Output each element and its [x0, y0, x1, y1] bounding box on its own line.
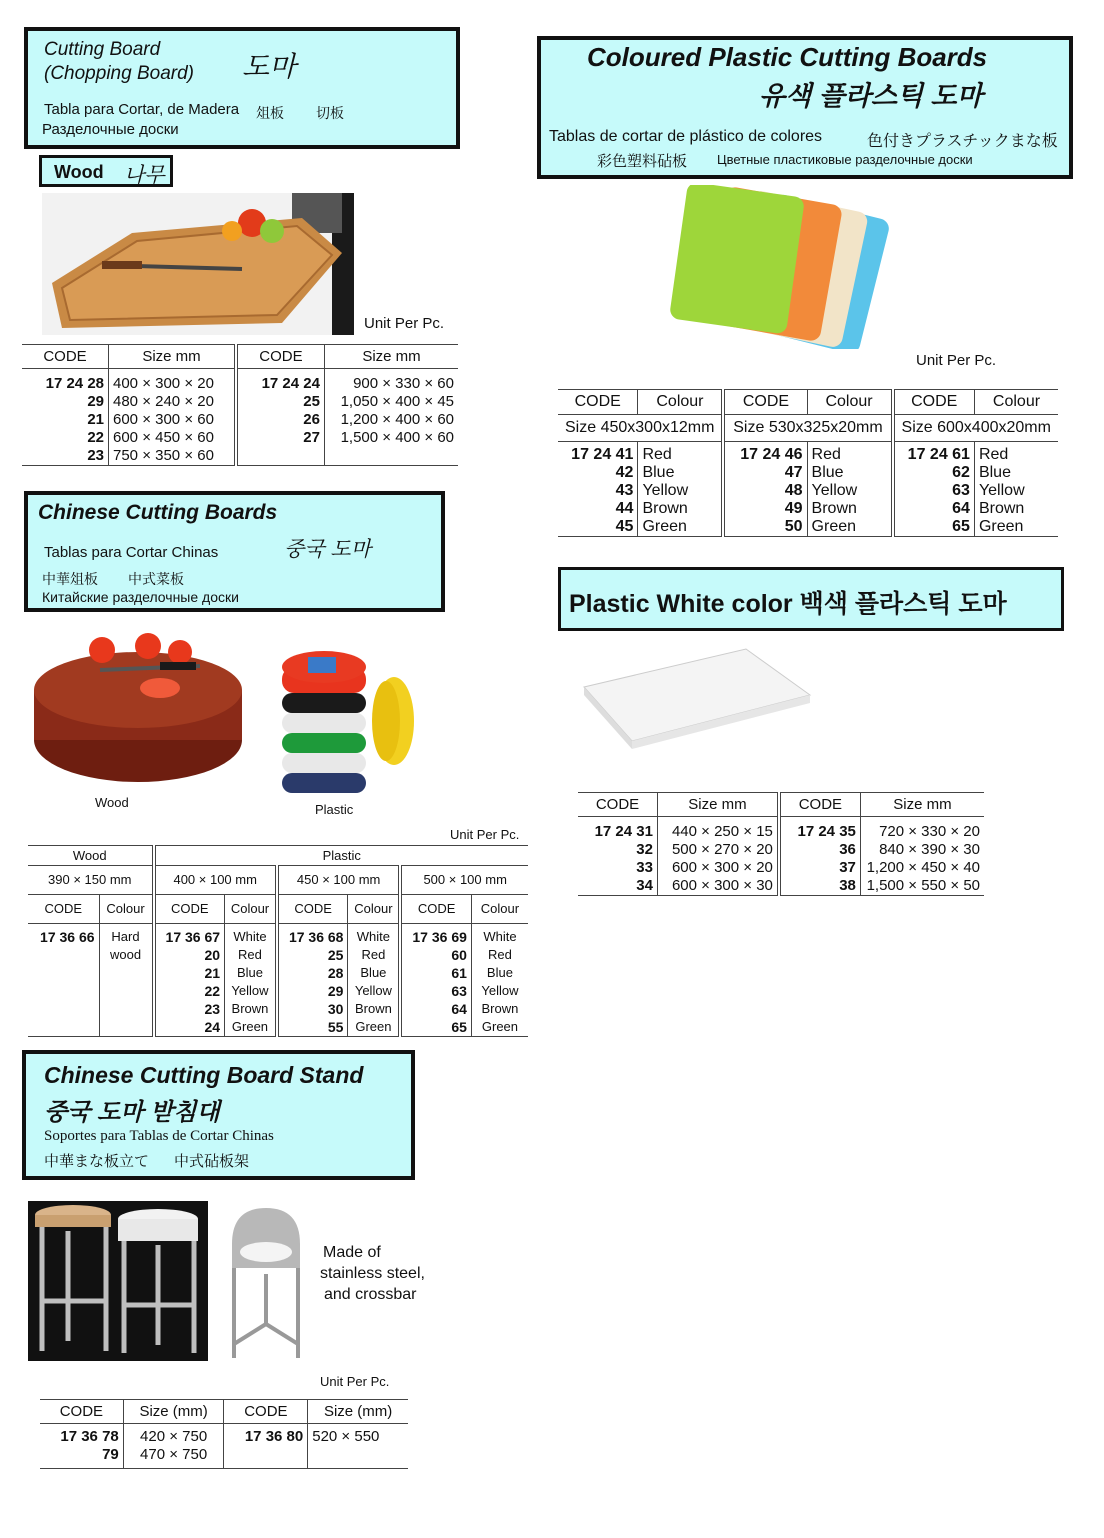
table-row: 22 Yellow 29 Yellow 63 Yellow [28, 982, 528, 1000]
wood-board-subtitle-ru: Разделочные доски [42, 121, 179, 138]
col-code: CODE [22, 345, 109, 369]
stand-unit-label: Unit Per Pc. [320, 1374, 390, 1389]
table-row: 17 36 78 420 × 750 17 36 80 520 × 550 [40, 1428, 408, 1446]
coloured-sub-cn: 彩色塑料砧板 [597, 153, 688, 170]
stand-note-2: stainless steel, [320, 1265, 425, 1282]
table-row: 17 24 41 Red 17 24 46 Red 17 24 61 Red [558, 446, 1058, 464]
table-row: 79 470 × 750 [40, 1446, 408, 1469]
chinese-title-ko: 중국 도마 [284, 538, 371, 561]
table-row: 43 Yellow 48 Yellow 63 Yellow [558, 482, 1058, 500]
col-code: CODE [277, 895, 348, 924]
size-label: 390 × 150 mm [28, 866, 154, 895]
coloured-sub-jp: 色付きプラスチックまな板 [867, 133, 1058, 150]
col-code: CODE [723, 390, 807, 415]
wood-board-subtitle-es: Tabla para Cortar, de Madera [44, 101, 240, 118]
coloured-sub-ru: Цветные пластиковые разделочные доски [717, 152, 973, 167]
col-colour: Colour [99, 895, 153, 924]
white-boards-table [578, 792, 984, 896]
size-label: 450 × 100 mm [277, 866, 400, 895]
col-code: CODE [154, 895, 225, 924]
group-wood: Wood [28, 846, 154, 866]
coloured-boards-header [537, 36, 1073, 179]
coloured-boards-table [558, 389, 1058, 537]
chinese-caption-wood: Wood [95, 795, 129, 810]
size-label: Size 450x300x12mm [558, 415, 723, 442]
col-size: Size (mm) [308, 1400, 408, 1424]
stand-note-1: Made of [323, 1244, 381, 1261]
stand-photo-1 [28, 1201, 208, 1361]
wood-material-ko: 나무 [124, 164, 165, 187]
stand-sub-jp: 中華まな板立て [44, 1153, 150, 1170]
chinese-caption-plastic: Plastic [315, 802, 354, 817]
size-label: Size 600x400x20mm [893, 415, 1059, 442]
table-row: 21 Blue 28 Blue 61 Blue [28, 964, 528, 982]
chinese-wood-photo [30, 630, 246, 790]
col-code: CODE [779, 793, 860, 817]
table-row: 22 600 × 450 × 60 27 1,500 × 400 × 60 [22, 429, 458, 447]
size-label: 500 × 100 mm [400, 866, 528, 895]
table-row: 45 Green 50 Green 65 Green [558, 518, 1058, 537]
col-size: Size mm [324, 345, 458, 369]
col-code: CODE [40, 1400, 123, 1424]
stand-sub-cn: 中式砧板架 [174, 1153, 250, 1170]
col-code: CODE [558, 390, 638, 415]
chinese-sub-cn: 中式菜板 [128, 571, 184, 587]
table-row: 33 600 × 300 × 20 37 1,200 × 450 × 40 [578, 859, 984, 877]
size-label: Size 530x325x20mm [723, 415, 892, 442]
coloured-title-en: Coloured Plastic Cutting Boards [587, 42, 988, 72]
col-code: CODE [578, 793, 657, 817]
col-size: Size mm [109, 345, 236, 369]
table-row: 21 600 × 300 × 60 26 1,200 × 400 × 60 [22, 411, 458, 429]
coloured-boards-photo [658, 185, 932, 349]
col-colour: Colour [638, 390, 723, 415]
table-row: 17 36 66 Hard 17 36 67 White 17 36 68 White 17 36 69 White [28, 928, 528, 946]
wood-board-subtitle-cn: 切板 [316, 105, 344, 121]
chinese-boards-header [24, 491, 445, 612]
wood-material-en: Wood [54, 162, 104, 182]
wood-board-table [22, 344, 458, 466]
col-code: CODE [28, 895, 99, 924]
col-size: Size mm [860, 793, 984, 817]
col-colour: Colour [471, 895, 528, 924]
stand-title-en: Chinese Cutting Board Stand [44, 1062, 364, 1088]
table-row: 23 Brown 30 Brown 64 Brown [28, 1000, 528, 1018]
wood-board-title-1: Cutting Board [44, 39, 161, 60]
group-plastic: Plastic [154, 846, 529, 866]
white-board-photo [580, 645, 812, 755]
chinese-boards-table [28, 845, 528, 1037]
white-boards-header [558, 567, 1064, 631]
table-row: 24 Green 55 Green 65 Green [28, 1018, 528, 1037]
table-row: 34 600 × 300 × 30 38 1,500 × 550 × 50 [578, 877, 984, 896]
chinese-sub-ru: Китайские разделочные доски [42, 589, 239, 605]
wood-unit-label: Unit Per Pc. [364, 315, 445, 332]
coloured-unit-label: Unit Per Pc. [916, 352, 997, 369]
stand-photo-2 [226, 1204, 306, 1364]
wood-material-tag [39, 155, 173, 187]
col-size: Size (mm) [123, 1400, 224, 1424]
coloured-title-ko: 유색 플라스틱 도마 [759, 81, 983, 111]
col-code: CODE [400, 895, 471, 924]
col-code: CODE [224, 1400, 308, 1424]
col-colour: Colour [974, 390, 1058, 415]
stand-note-3: and crossbar [324, 1286, 417, 1303]
chinese-title-en: Chinese Cutting Boards [38, 501, 278, 524]
stand-sub-es: Soportes para Tablas de Cortar Chinas [44, 1128, 274, 1144]
chinese-plastic-photo [274, 649, 424, 799]
wood-board-subtitle-jp: 俎板 [256, 105, 284, 121]
table-row: wood 20 Red 25 Red 60 Red [28, 946, 528, 964]
col-code: CODE [893, 390, 975, 415]
wood-board-title-ko: 도마 [242, 51, 297, 82]
wood-board-title-2: (Chopping Board) [44, 63, 194, 84]
col-colour: Colour [807, 390, 892, 415]
col-code: CODE [236, 345, 325, 369]
table-row: 42 Blue 47 Blue 62 Blue [558, 464, 1058, 482]
wood-board-photo [42, 193, 354, 335]
col-colour: Colour [348, 895, 400, 924]
table-row: 17 24 28 400 × 300 × 20 17 24 24 900 × 330 × 60 [22, 375, 458, 393]
white-title: Plastic White color 백색 플라스틱 도마 [569, 590, 1007, 618]
wood-board-header [24, 27, 460, 149]
table-row: 17 24 31 440 × 250 × 15 17 24 35 720 × 330 × 20 [578, 823, 984, 841]
col-colour: Colour [225, 895, 277, 924]
table-row: 29 480 × 240 × 20 25 1,050 × 400 × 45 [22, 393, 458, 411]
chinese-sub-jp: 中華俎板 [42, 571, 98, 587]
table-row: 44 Brown 49 Brown 64 Brown [558, 500, 1058, 518]
stand-table [40, 1399, 408, 1469]
table-row: 32 500 × 270 × 20 36 840 × 390 × 30 [578, 841, 984, 859]
stand-title-ko: 중국 도마 받침대 [44, 1099, 220, 1126]
size-label: 400 × 100 mm [154, 866, 277, 895]
chinese-sub-es: Tablas para Cortar Chinas [44, 544, 219, 561]
stand-header [22, 1050, 415, 1180]
table-row: 23 750 × 350 × 60 [22, 447, 458, 466]
coloured-sub-es: Tablas de cortar de plástico de colores [549, 128, 823, 145]
col-size: Size mm [657, 793, 778, 817]
chinese-unit-label: Unit Per Pc. [450, 827, 520, 842]
